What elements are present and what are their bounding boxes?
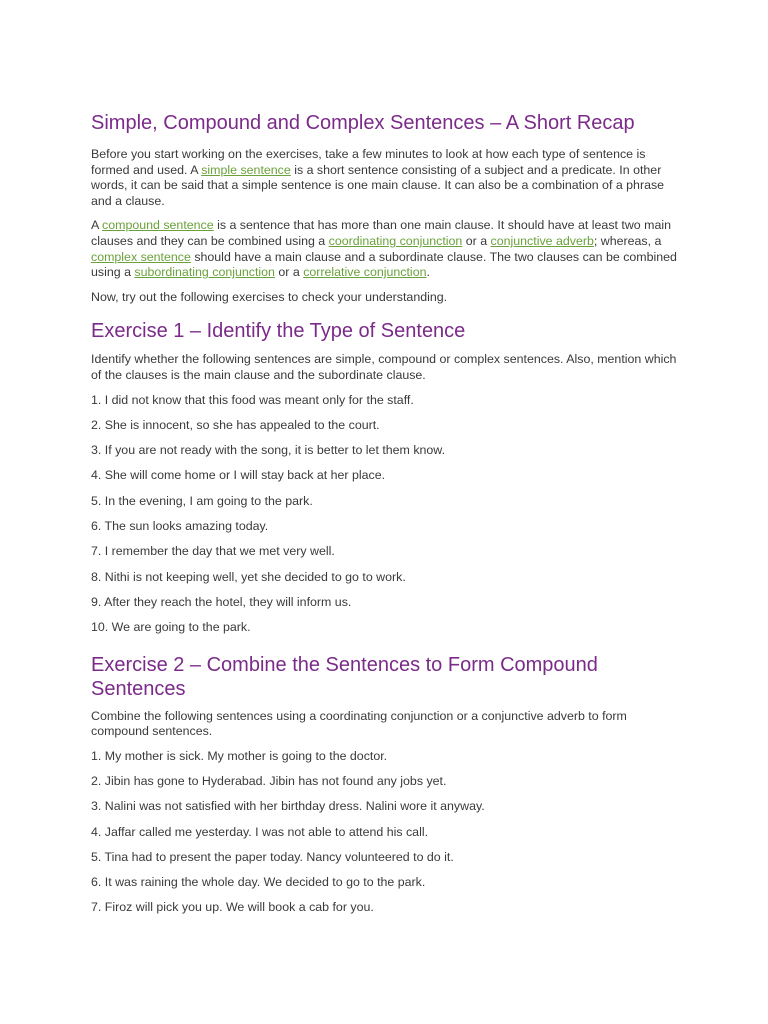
list-item: 3. If you are not ready with the song, it is better to let them know. bbox=[91, 443, 446, 458]
list-item: 8. Nithi is not keeping well, yet she decided to go to work. bbox=[91, 569, 406, 584]
subordinating-conjunction-link[interactable]: subordinating conjunction bbox=[134, 265, 275, 280]
simple-sentence-link[interactable]: simple sentence bbox=[201, 162, 291, 177]
list-item: 3. Nalini was not satisfied with her birthday dress. Nalini wore it anyway. bbox=[91, 799, 485, 814]
list-item: 5. Tina had to present the paper today. Nancy volunteered to do it. bbox=[91, 849, 454, 864]
recap-heading: Simple, Compound and Complex Sentences – A Short Recap bbox=[91, 112, 635, 134]
list-item: 7. I remember the day that we met very well. bbox=[91, 544, 335, 559]
list-item: 9. After they reach the hotel, they will inform us. bbox=[91, 594, 352, 609]
list-item: 1. I did not know that this food was meant only for the staff. bbox=[91, 392, 414, 407]
article-body bbox=[91, 111, 683, 926]
list-item: 4. She will come home or I will stay back at her place. bbox=[91, 468, 386, 483]
exercise1-list bbox=[91, 393, 683, 646]
recap-paragraph-compound bbox=[91, 218, 683, 280]
compound-sentence-link[interactable]: compound sentence bbox=[102, 218, 214, 233]
exercise2-heading: Exercise 2 – Combine the Sentences to Form Compound Sentences bbox=[91, 653, 598, 700]
list-item: 1. My mother is sick. My mother is going to the doctor. bbox=[91, 748, 388, 763]
exercise2-instructions: Combine the following sentences using a coordinating conjunction or a conjunctive adverb to form compound sentences. bbox=[91, 708, 627, 739]
list-item: 6. The sun looks amazing today. bbox=[91, 519, 269, 534]
exercise2-list bbox=[91, 749, 683, 926]
recap-paragraph-now: Now, try out the following exercises to check your understanding. bbox=[91, 289, 448, 304]
text-run: is a sentence that has more than one main clause. It should have at least two main clauses and they can be combined using a bbox=[91, 218, 671, 248]
list-item: 4. Jaffar called me yesterday. I was not able to attend his call. bbox=[91, 824, 429, 839]
text-run: A bbox=[91, 218, 103, 233]
exercise1-heading: Exercise 1 – Identify the Type of Sentence bbox=[91, 320, 466, 343]
recap-paragraph-intro bbox=[91, 147, 683, 209]
text-run: should have a main clause and a subordinate clause. The two clauses can be combined using a bbox=[91, 249, 677, 280]
exercise1-instructions: Identify whether the following sentences are simple, compound or complex sentences. Also, mention which of the clauses is the main clause and the subordinate clause. bbox=[91, 352, 677, 382]
list-item: 6. It was raining the whole day. We decided to go to the park. bbox=[91, 875, 426, 890]
complex-sentence-link[interactable]: complex sentence bbox=[91, 249, 191, 264]
text-run: . bbox=[426, 265, 430, 280]
list-item: 10. We are going to the park. bbox=[91, 620, 251, 635]
list-item: 2. She is innocent, so she has appealed to the court. bbox=[91, 417, 380, 432]
coordinating-conjunction-link[interactable]: coordinating conjunction bbox=[328, 233, 463, 248]
conjunctive-adverb-link[interactable]: conjunctive adverb bbox=[490, 233, 594, 248]
list-item: 2. Jibin has gone to Hyderabad. Jibin has not found any jobs yet. bbox=[91, 773, 447, 788]
text-run: Before you start working on the exercises, take a few minutes to look at how each type of sentence is formed and used. A bbox=[91, 147, 646, 177]
list-item: 5. In the evening, I am going to the park. bbox=[91, 493, 313, 508]
list-item: 7. Firoz will pick you up. We will book a cab for you. bbox=[91, 900, 374, 915]
text-run: ; whereas, a bbox=[593, 233, 662, 248]
text-run: is a short sentence consisting of a subject and a predicate. In other words, it can be said that a simple sentence is one main clause. It can also be a combination of a phrase and a clause. bbox=[91, 162, 665, 208]
text-run: or a bbox=[274, 265, 304, 280]
text-run: or a bbox=[462, 233, 491, 248]
correlative-conjunction-link[interactable]: correlative conjunction bbox=[303, 265, 427, 280]
